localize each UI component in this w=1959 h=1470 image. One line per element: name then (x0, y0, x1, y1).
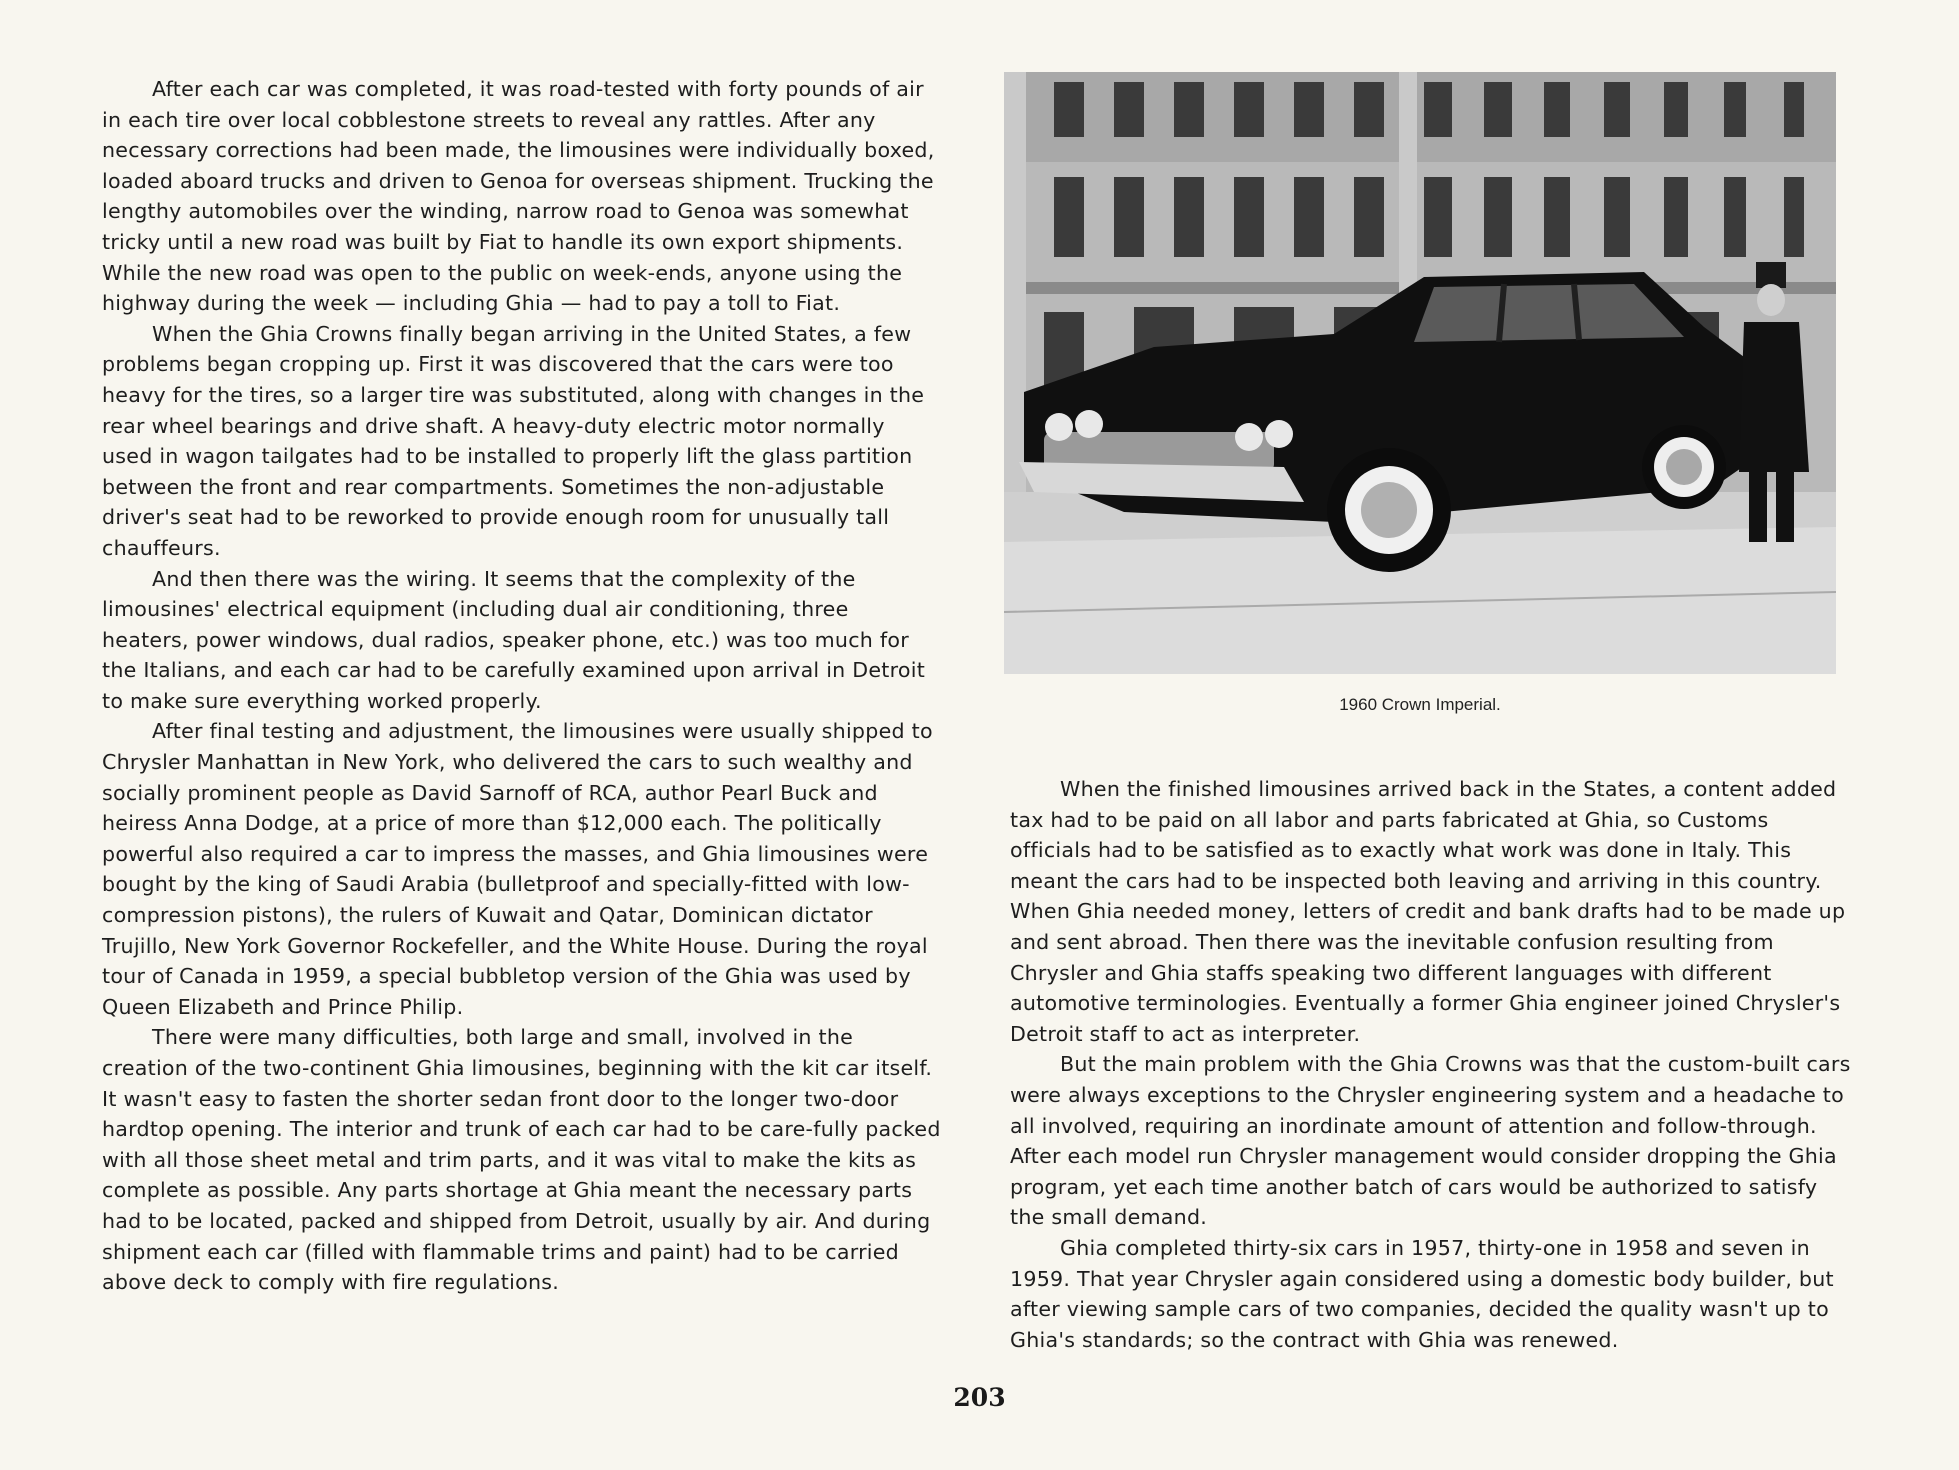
page-number: 203 (953, 1383, 1006, 1412)
right-text-column (1010, 774, 1852, 1355)
paragraph: After each car was completed, it was road-tested with forty pounds of air in each tire over local cobblestone streets to reveal any rattles. After any necessary corrections had been made, the limousines were individually boxed, loaded aboard trucks and driven to Genoa for overseas shipment. Trucking the lengthy automobiles over the winding, narrow road to Genoa was somewhat tricky until a new road was built by Fiat to handle its own export shipments. While the new road was open to the public on week-ends, anyone using the highway during the week — including Ghia — had to pay a toll to Fiat. (102, 77, 935, 316)
paragraph: And then there was the wiring. It seems that the complexity of the limousines' electrical equipment (including dual air conditioning, three heaters, power windows, dual radios, speaker phone, etc.) was too much for the Italians, and each car had to be carefully examined upon arrival in Detroit to make sure everything worked properly. (102, 566, 926, 713)
paragraph: After final testing and adjustment, the limousines were usually shipped to Chrysler Manhattan in New York, who delivered the cars to such wealthy and socially prominent people as David Sarnoff of RCA, author Pearl Buck and heiress Anna Dodge, at a price of more than $12,000 each. The politically powerful also required a car to impress the masses, and Ghia limousines were bought by the king of Saudi Arabia (bulletproof and specially-fitted with low-compression pistons), the rulers of Kuwait and Qatar, Dominican dictator Trujillo, New York Governor Rockefeller, and the White House. During the royal tour of Canada in 1959, a special bubbletop version of the Ghia was used by Queen Elizabeth and Prince Philip. (102, 719, 933, 1019)
paragraph: When the Ghia Crowns finally began arriving in the United States, a few problems began cropping up. First it was discovered that the cars were too heavy for the tires, so a larger tire was substituted, along with changes in the rear wheel bearings and drive shaft. A heavy-duty electric motor normally used in wagon tailgates had to be installed to properly lift the glass partition between the front and rear compartments. Sometimes the non-adjustable driver's seat had to be reworked to provide enough room for unusually tall chauffeurs. (102, 321, 925, 560)
paragraph: When the finished limousines arrived back in the States, a content added tax had to be paid on all labor and parts fabricated at Ghia, so Customs officials had to be satisfied as to exactly what work was done in Italy. This meant the cars had to be inspected both leaving and arriving in this country. When Ghia needed money, letters of credit and bank drafts had to be made up and sent abroad. Then there was the inevitable confusion resulting from Chrysler and Ghia staffs speaking two different languages with different automotive terminologies. Eventually a former Ghia engineer joined Chrysler's Detroit staff to act as interpreter. (1010, 777, 1846, 1046)
paragraph: There were many difficulties, both large and small, involved in the creation of the two-continent Ghia limousines, beginning with the kit car itself. It wasn't easy to fasten the shorter sedan front door to the longer two-door hardtop opening. The interior and trunk of each car had to be care-fully packed with all those sheet metal and trim parts, and it was vital to make the kits as complete as possible. Any parts shortage at Ghia meant the necessary parts had to be located, packed and shipped from Detroit, usually by air. And during shipment each car (filled with flammable trims and paint) had to be carried above deck to comply with fire regulations. (102, 1025, 941, 1295)
paragraph: Ghia completed thirty-six cars in 1957, thirty-one in 1958 and seven in 1959. That year Chrysler again considered using a domestic body builder, but after viewing sample cars of two companies, decided the quality wasn't up to Ghia's standards; so the contract with Ghia was renewed. (1010, 1235, 1834, 1352)
left-text-column (102, 74, 942, 1298)
photo-caption: 1960 Crown Imperial. (1339, 695, 1501, 714)
car-photo (1004, 72, 1836, 674)
paragraph: But the main problem with the Ghia Crowns was that the custom-built cars were always exceptions to the Chrysler engineering system and a headache to all involved, requiring an inordinate amount of attention and follow-through. After each model run Chrysler management would consider dropping the Ghia program, yet each time another batch of cars would be authorized to satisfy the small demand. (1010, 1052, 1851, 1230)
